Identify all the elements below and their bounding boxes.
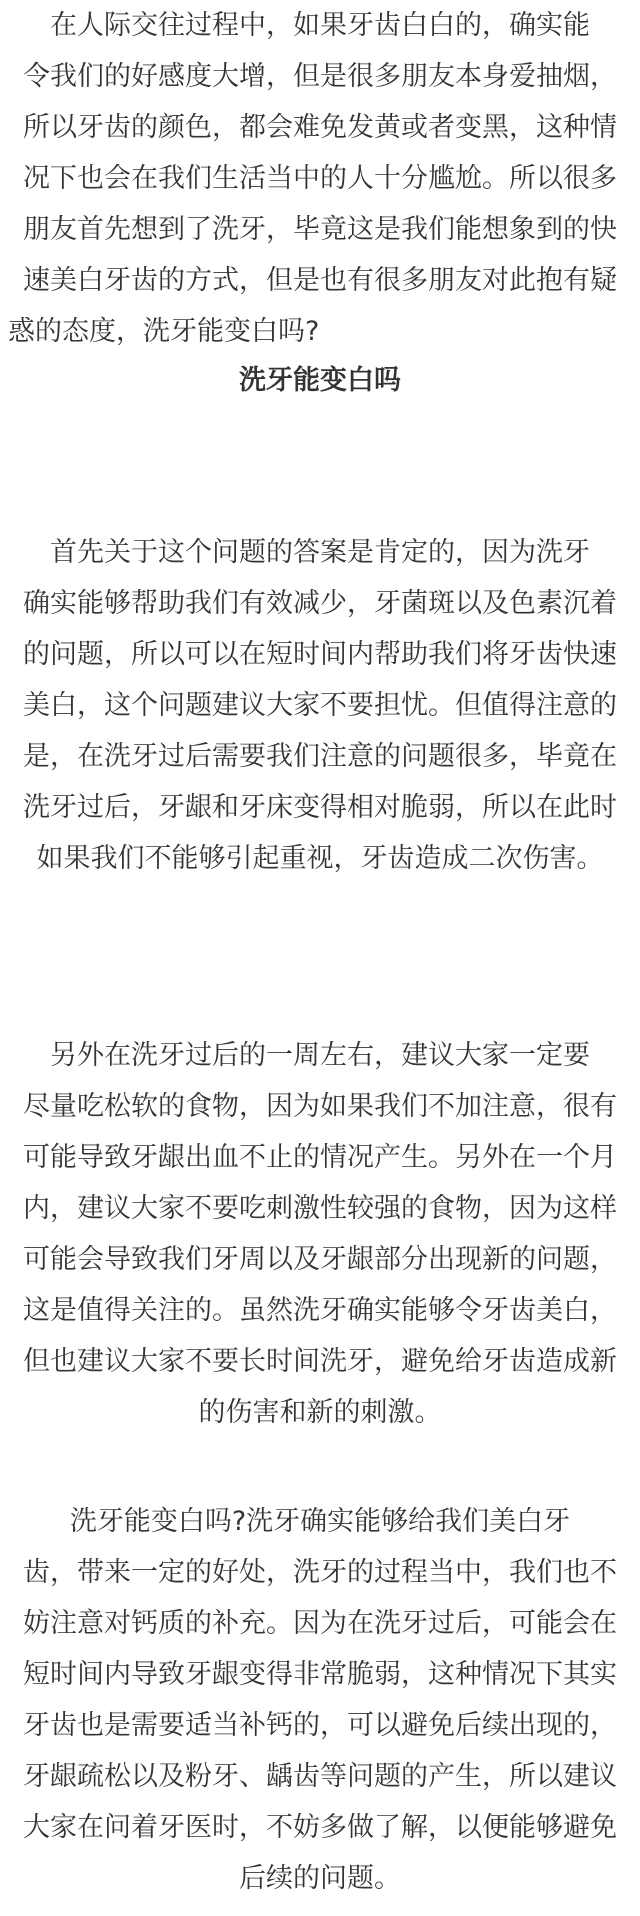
text-line: 牙龈疏松以及粉牙、龋齿等问题的产生，所以建议 bbox=[23, 1761, 617, 1792]
text-line: 妨注意对钙质的补充。因为在洗牙过后，可能会在 bbox=[23, 1608, 617, 1639]
text-line: 洗牙能变白吗?洗牙确实能够给我们美白牙 bbox=[69, 1506, 571, 1537]
text-line: 的问题，所以可以在短时间内帮助我们将牙齿快速 bbox=[23, 639, 617, 670]
text-line: 美白，这个问题建议大家不要担忧。但值得注意的 bbox=[23, 690, 617, 721]
paragraph-conclusion bbox=[0, 1496, 640, 1904]
text-line: 是，在洗牙过后需要我们注意的问题很多，毕竟在 bbox=[23, 741, 617, 772]
text-line: 所以牙齿的颜色，都会难免发黄或者变黑，这种情 bbox=[23, 112, 617, 143]
text-line: 牙齿也是需要适当补钙的，可以避免后续出现的， bbox=[23, 1710, 617, 1741]
text-line: 内，建议大家不要吃刺激性较强的食物，因为这样 bbox=[23, 1193, 617, 1224]
text-line: 的伤害和新的刺激。 bbox=[198, 1397, 442, 1428]
text-line: 令我们的好感度大增，但是很多朋友本身爱抽烟， bbox=[23, 61, 617, 92]
text-line: 朋友首先想到了洗牙，毕竟这是我们能想象到的快 bbox=[23, 214, 617, 245]
text-line: 在人际交往过程中，如果牙齿白白的，确实能 bbox=[50, 10, 590, 41]
text-line: 这是值得关注的。虽然洗牙确实能够令牙齿美白， bbox=[23, 1295, 617, 1326]
text-line: 况下也会在我们生活当中的人十分尴尬。所以很多 bbox=[23, 163, 617, 194]
text-line: 可能导致牙龈出血不止的情况产生。另外在一个月 bbox=[23, 1142, 617, 1173]
text-line: 首先关于这个问题的答案是肯定的，因为洗牙 bbox=[50, 537, 590, 568]
text-line: 速美白牙齿的方式，但是也有很多朋友对此抱有疑 bbox=[23, 265, 617, 296]
text-line: 如果我们不能够引起重视，牙齿造成二次伤害。 bbox=[36, 843, 604, 874]
text-line: 确实能够帮助我们有效减少，牙菌斑以及色素沉着 bbox=[23, 588, 617, 619]
text-line: 后续的问题。 bbox=[239, 1863, 401, 1894]
paragraph-answer bbox=[0, 527, 640, 884]
paragraph-intro bbox=[0, 0, 640, 357]
text-line: 可能会导致我们牙周以及牙龈部分出现新的问题， bbox=[23, 1244, 617, 1275]
text-line: 尽量吃松软的食物，因为如果我们不加注意，很有 bbox=[23, 1091, 617, 1122]
text-line: 短时间内导致牙龈变得非常脆弱，这种情况下其实 bbox=[23, 1659, 617, 1690]
text-line: 另外在洗牙过后的一周左右，建议大家一定要 bbox=[50, 1040, 590, 1071]
section-heading: 洗牙能变白吗 bbox=[239, 365, 401, 396]
text-line: 惑的态度，洗牙能变白吗? bbox=[8, 316, 320, 347]
paragraph-aftercare bbox=[0, 1030, 640, 1438]
text-line: 洗牙过后，牙龈和牙床变得相对脆弱，所以在此时 bbox=[23, 792, 617, 823]
text-line: 但也建议大家不要长时间洗牙，避免给牙齿造成新 bbox=[23, 1346, 617, 1377]
text-line: 齿，带来一定的好处，洗牙的过程当中，我们也不 bbox=[23, 1557, 617, 1588]
text-line: 大家在问着牙医时，不妨多做了解，以便能够避免 bbox=[23, 1812, 617, 1843]
